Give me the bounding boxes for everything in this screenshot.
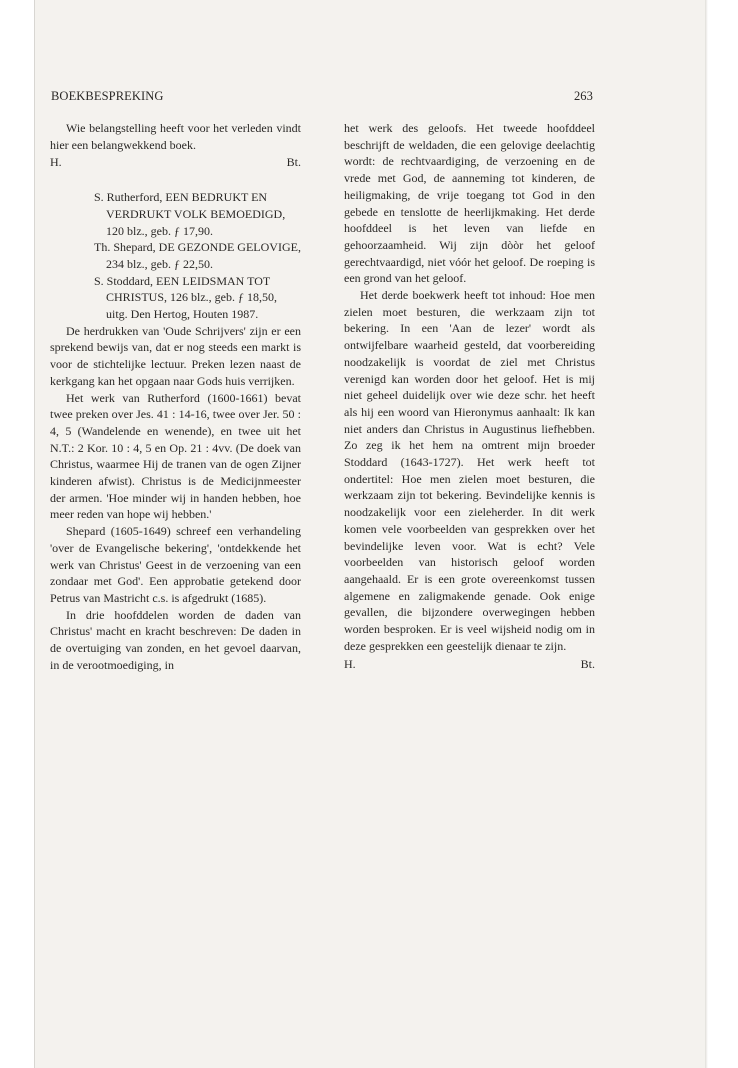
intro-paragraph: Wie belangstelling heeft voor het verleden vindt hier een belangwekkend boek. bbox=[50, 121, 301, 152]
section-title: BOEKBESPREKING bbox=[51, 89, 164, 103]
body-paragraph: het werk des geloofs. Het tweede hoofddeel beschrijft de weldaden, die een gelovige deelachtig wordt: de rechtvaardiging, de verzoening en de vrede met God, de aanneming tot kinderen, de heiligmaking, de vrije toegang tot God in den gebede en tenslotte de heerlijkmaking. Het derde hoofddeel is het leven van liefde en gehoorzaamheid. Wij zijn dòòr het geloof gerechtvaardigd, niet vóór het geloof. De roeping is een grond van het geloof. bbox=[344, 121, 595, 286]
reviewed-book-entry: S. Rutherford, EEN BEDRUKT EN VERDRUKT VOLK BEMOEDIGD, 120 blz., geb. ƒ 17,90. bbox=[94, 190, 286, 238]
reviewed-book-entry: Th. Shepard, DE GEZONDE GELOVIGE, 234 blz., geb. ƒ 22,50. bbox=[94, 240, 301, 271]
body-paragraph: De herdrukken van 'Oude Schrijvers' zijn er een sprekend bewijs van, dat er nog steeds een markt is voor de stichtelijke lectuur. Preken lezen naast de kerkgang kan het opgaan naar Gods huis verrijken. bbox=[50, 323, 301, 388]
page-number: 263 bbox=[573, 89, 593, 103]
signature-left: H. bbox=[50, 155, 62, 170]
body-paragraph: Het werk van Rutherford (1600-1661) bevat twee preken over Jes. 41 : 14-16, twee over Jer. 50 : 4, 5 (Wandelende en wenende), en twee uit het N.T.: 2 Kor. 10 : 4, 5 en Op. 21 : 4vv. (De doek van Christus, waarmee Hij de tranen van de ogen Zijner kinderen afwist). Christus is de Medicijnmeester der armen. 'Hoe minder wij in handen hebben, hoe meer reden van hope wij hebben.' bbox=[50, 390, 301, 522]
signature bbox=[50, 154, 301, 171]
signature bbox=[344, 656, 595, 673]
body-paragraph: In drie hoofddelen worden de daden van Christus' macht en kracht beschreven: De daden in de overtuiging van zonden, en het gevoel daarvan, in de verootmoediging, in bbox=[50, 607, 301, 672]
running-header bbox=[51, 88, 593, 105]
reviewed-books-list bbox=[94, 189, 301, 323]
reviewed-book-entry: S. Stoddard, EEN LEIDSMAN TOT CHRISTUS, 126 blz., geb. ƒ 18,50, uitg. Den Hertog, Houten 1987. bbox=[94, 273, 277, 322]
signature-right: Bt. bbox=[286, 155, 301, 170]
right-column bbox=[344, 120, 595, 672]
left-column bbox=[50, 120, 301, 674]
body-paragraph: Shepard (1605-1649) schreef een verhandeling 'over de Evangelische bekering', 'ontdekkende het werk van Christus' Geest in de verzoening van een zondaar met God'. Een approbatie getekend door Petrus van Mastricht c.s. is afgedrukt (1685). bbox=[50, 524, 301, 605]
signature-right: Bt. bbox=[580, 656, 595, 671]
body-paragraph: Het derde boekwerk heeft tot inhoud: Hoe men zielen moet besturen, die werkzaam zijn tot bekering. In een 'Aan de lezer' wordt als ontwijfelbare waarheid gesteld, dat voorbereiding noodzakelijk is voordat de ziel met Christus verenigd kan worden door het geloof. Het is mij niet geheel duidelijk over wie deze schr. het heeft als hij een woord van Hieronymus aanhaalt: Ik kan niet anders dan Christus in Augustinus liefhebben. Zo zeg ik het hem na omtrent mijn broeder Stoddard (1643-1727). Het werk heeft tot ondertitel: Hoe men zielen moet besturen, die werkzaam zijn tot bekering. Bevindelijke kennis is noodzakelijk voor een zieleherder. In dit werk komen vele voorbeelden van gesprekken over het bevindelijke leven voor. Wat is echt? Vele voorbeelden van historisch geloof worden aangehaald. Er is een grote overeenkomst tussen algemene en zaligmakende genade. Ook enige gevallen, die bijzondere overwegingen hebben worden besproken. Er is veel wijsheid nodig om in deze gesprekken een geestelijk dienaar te zijn. bbox=[344, 288, 595, 653]
signature-left: H. bbox=[344, 656, 356, 671]
